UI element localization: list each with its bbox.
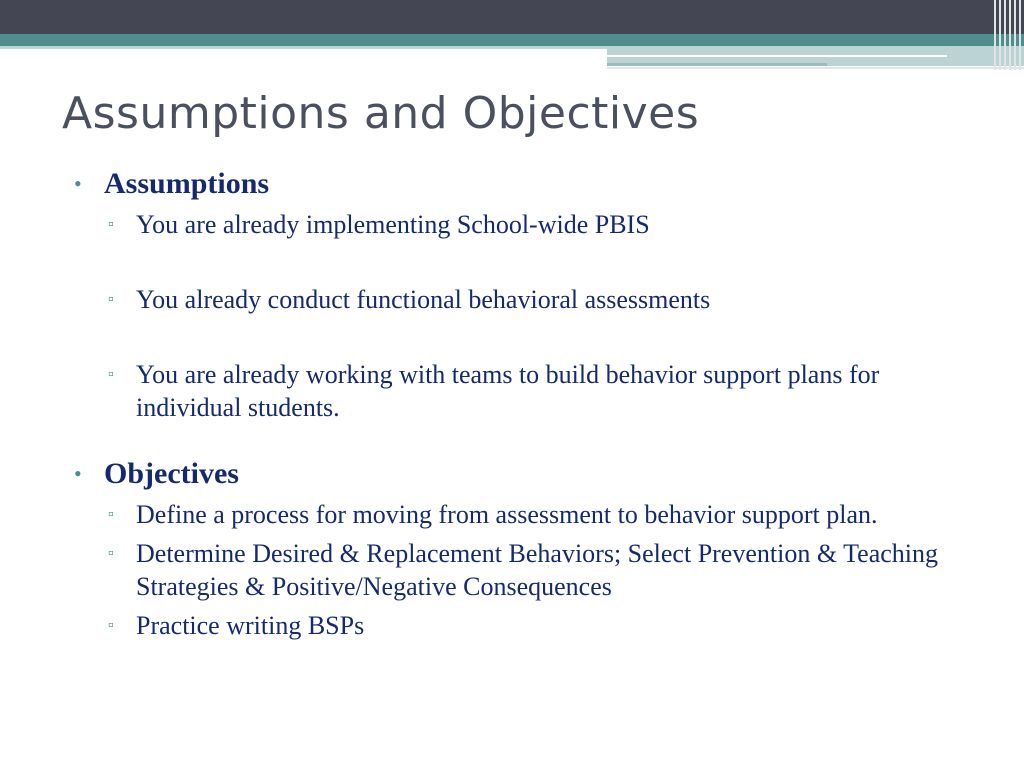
banner-teal-bar xyxy=(0,34,1024,46)
square-bullet-icon: ▫ xyxy=(108,291,114,308)
bullet-assumptions xyxy=(72,166,952,202)
banner-accent-line xyxy=(607,67,1024,69)
list-item: ▫ You already conduct functional behavioral assessments xyxy=(108,285,711,314)
banner-accent-line xyxy=(607,63,827,66)
list-item: ▫ You are already working with teams to build behavior support plans for individual students. xyxy=(108,360,880,422)
header-banner xyxy=(0,0,1024,70)
banner-stripes xyxy=(992,0,1024,70)
banner-dark-bar xyxy=(0,0,1024,34)
slide-title: Assumptions and Objectives xyxy=(62,88,700,139)
square-bullet-icon: ▫ xyxy=(108,545,114,562)
square-bullet-icon: ▫ xyxy=(108,366,114,383)
square-bullet-icon: ▫ xyxy=(108,506,114,523)
bullet-dot-icon: • xyxy=(74,171,82,196)
list-item: ▫ Practice writing BSPs xyxy=(108,611,365,640)
bullet-dot-icon: • xyxy=(74,461,82,486)
square-bullet-icon: ▫ xyxy=(108,617,114,634)
slide-body xyxy=(72,166,952,642)
square-bullet-icon: ▫ xyxy=(108,216,114,233)
list-item: ▫ You are already implementing School-wide PBIS xyxy=(108,210,650,239)
section-heading: Objectives xyxy=(104,457,239,490)
bullet-objectives xyxy=(72,456,952,492)
list-item: ▫ Determine Desired & Replacement Behaviors; Select Prevention & Teaching Strategies & Positive/Negative Consequences xyxy=(108,539,939,601)
banner-accent-line xyxy=(607,55,947,57)
section-heading: Assumptions xyxy=(104,167,270,200)
list-item: ▫ Define a process for moving from assessment to behavior support plan. xyxy=(108,500,878,529)
